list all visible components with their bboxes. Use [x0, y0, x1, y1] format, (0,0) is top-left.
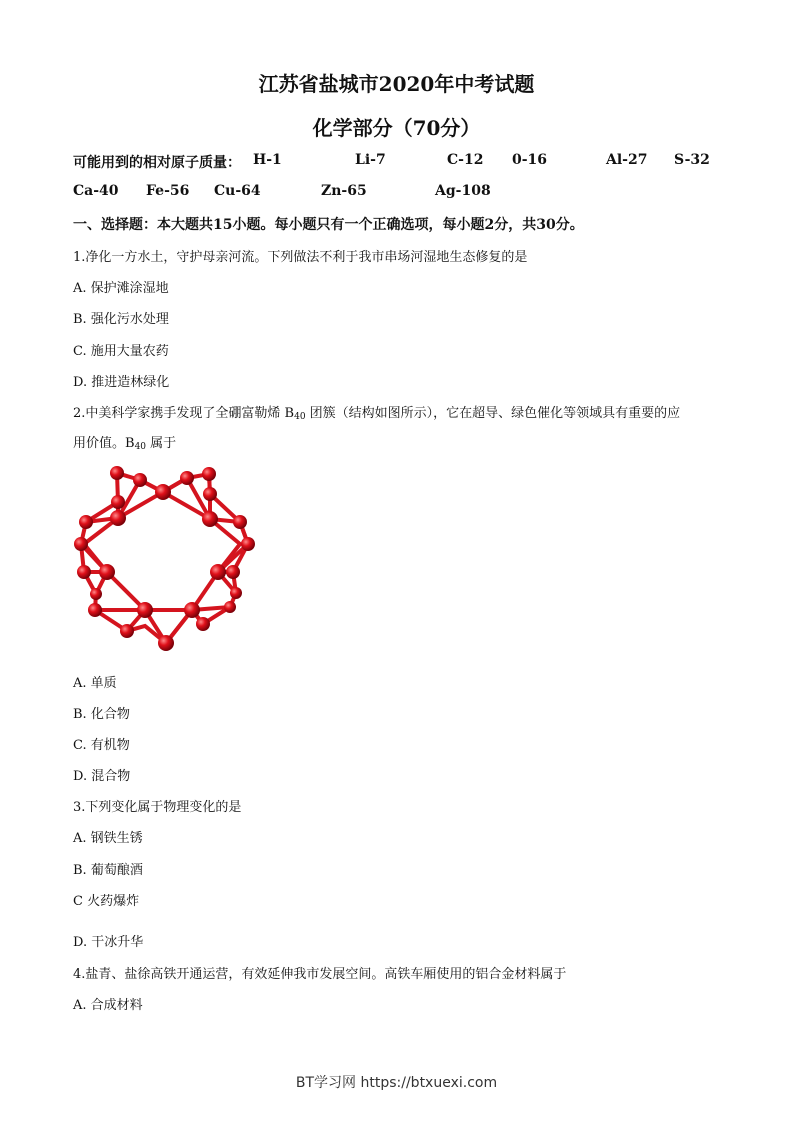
page-title: 江苏省盐城市2020年中考试题	[258, 72, 535, 96]
option-a: A. 钢铁生锈	[73, 831, 143, 846]
section-heading: 一、选择题：本大题共15小题。每小题只有一个正确选项，每小题2分，共30分。	[73, 217, 584, 233]
atomic-mass-item: Zn-65	[321, 183, 367, 199]
atomic-mass-item: C-12	[447, 152, 484, 168]
option-b: B. 强化污水处理	[73, 312, 169, 327]
atomic-mass-item: Ca-40	[73, 183, 119, 199]
question-stem: 2.中美科学家携手发现了全硼富勒烯 $B_{40}$ 团簇（结构如图所示），它在超导、绿色催化等领域具有重要的应	[73, 406, 681, 422]
atomic-mass-item: Ag-108	[435, 183, 491, 199]
option-a: A. 合成材料	[73, 998, 143, 1013]
atomic-mass-item: H-1	[253, 152, 282, 168]
atomic-mass-item: S-32	[674, 152, 710, 168]
question-stem-continued: 用价值。$B_{40}$ 属于	[73, 436, 177, 452]
option-d: D. 混合物	[73, 769, 131, 784]
option-c: C 火药爆炸	[73, 894, 140, 909]
option-b: B. 化合物	[73, 707, 130, 722]
page-subtitle: 化学部分（70分）	[312, 116, 481, 140]
option-a: A. 保护滩涂湿地	[73, 281, 169, 296]
option-c: C. 有机物	[73, 738, 130, 753]
option-d: D. 干冰升华	[73, 935, 144, 950]
atomic-mass-item: Fe-56	[146, 183, 190, 199]
atomic-mass-item: Li-7	[355, 152, 386, 168]
atomic-mass-item: Cu-64	[214, 183, 261, 199]
option-b: B. 葡萄酿酒	[73, 863, 143, 878]
atomic-mass-item: 0-16	[512, 152, 548, 168]
footer-watermark: BT学习网 https://btxuexi.com	[295, 1075, 498, 1091]
atomic-mass-item: Al-27	[606, 152, 648, 168]
option-d: D. 推进造林绿化	[73, 375, 170, 390]
question-stem: 3.下列变化属于物理变化的是	[73, 800, 242, 815]
b40-structure-figure	[70, 462, 260, 654]
option-c: C. 施用大量农药	[73, 344, 169, 359]
question-stem: 4.盐青、盐徐高铁开通运营，有效延伸我市发展空间。高铁车厢使用的铝合金材料属于	[73, 967, 567, 982]
atomic-mass-label: 可能用到的相对原子质量：	[73, 155, 241, 171]
question-stem: 1.净化一方水土，守护母亲河流。下列做法不利于我市串场河湿地生态修复的是	[73, 250, 528, 265]
option-a: A. 单质	[73, 676, 117, 691]
